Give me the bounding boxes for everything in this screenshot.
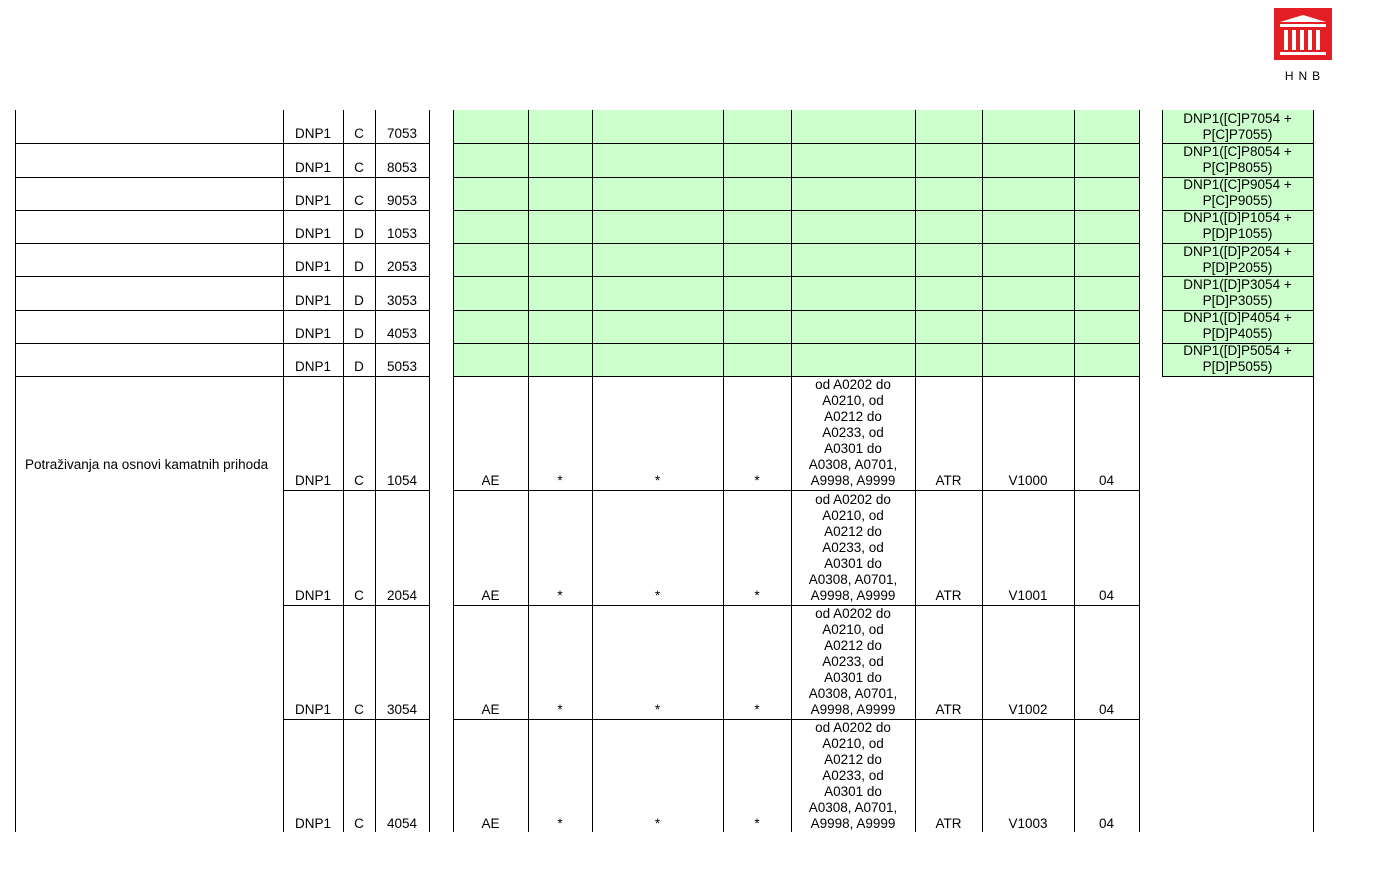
row-atr xyxy=(915,605,982,719)
range-line: A0301 do xyxy=(824,441,882,457)
row-type xyxy=(343,376,375,490)
row-v-text: V1002 xyxy=(1008,701,1048,717)
row-type xyxy=(343,605,375,719)
row-type-text: C xyxy=(354,126,364,142)
table-right-border xyxy=(1313,110,1314,832)
row-prefix xyxy=(283,243,343,276)
row-separator xyxy=(1162,310,1313,311)
row-star-text: * xyxy=(557,701,563,717)
row-prefix-text: DNP1 xyxy=(294,587,331,603)
row-atr-text: ATR xyxy=(935,701,962,717)
row-atr-text: ATR xyxy=(935,473,962,489)
row-separator xyxy=(15,210,429,211)
row-v xyxy=(982,605,1074,719)
row-star xyxy=(723,490,791,604)
row-separator xyxy=(453,343,1139,344)
row-star xyxy=(723,376,791,490)
row-separator xyxy=(453,276,1139,277)
row-code xyxy=(375,605,429,719)
row-type xyxy=(343,110,375,143)
row-code-text: 3053 xyxy=(386,292,418,308)
column-divider xyxy=(1074,110,1075,832)
row-star xyxy=(528,376,592,490)
row-type-text: D xyxy=(354,259,364,275)
row-code xyxy=(375,376,429,490)
range-line: A0212 do xyxy=(824,409,882,425)
row-prefix-text: DNP1 xyxy=(294,292,331,308)
range-line: A0233, od xyxy=(822,768,884,783)
row-ae-text: AE xyxy=(481,587,500,603)
range-line: A0308, A0701, xyxy=(808,800,898,815)
row-code-text: 5053 xyxy=(386,359,418,374)
row-separator xyxy=(453,143,1139,144)
row-type-text: D xyxy=(354,226,364,241)
row-ae-text: AE xyxy=(481,473,500,489)
row-star-text: * xyxy=(654,816,661,831)
row-code-text: 9053 xyxy=(386,192,418,208)
range-line: A0210, od xyxy=(822,736,884,751)
row-star-text: * xyxy=(654,587,661,603)
row-type-text: C xyxy=(354,473,364,489)
range-line: A0212 do xyxy=(824,752,882,767)
row-ae xyxy=(453,490,528,604)
range-line: A9998, A9999 xyxy=(810,701,896,717)
row-atr xyxy=(915,719,982,833)
row-code xyxy=(375,310,429,343)
table-left-border xyxy=(15,110,16,832)
row-separator xyxy=(1162,343,1313,344)
range-line: A0233, od xyxy=(822,653,884,669)
column-divider xyxy=(429,110,430,832)
column-divider xyxy=(375,110,376,832)
column-divider xyxy=(592,110,593,832)
range-line: A0308, A0701, xyxy=(808,457,898,473)
range-line: od A0202 do xyxy=(815,605,891,621)
row-formula: DNP1([D]P4054 + P[D]P4055) xyxy=(1183,310,1292,342)
column-divider xyxy=(1139,110,1140,832)
row-v xyxy=(982,376,1074,490)
row-prefix xyxy=(283,719,343,833)
range-line: A0301 do xyxy=(824,784,882,799)
row-prefix-text: DNP1 xyxy=(294,325,331,341)
row-prefix xyxy=(283,177,343,210)
range-line: A0301 do xyxy=(824,669,882,685)
column-divider xyxy=(982,110,983,832)
range-line: A0212 do xyxy=(824,523,882,539)
row-code-text: 7053 xyxy=(386,126,418,142)
row-prefix xyxy=(283,310,343,343)
row-type xyxy=(343,243,375,276)
row-code-text: 1053 xyxy=(386,226,418,241)
row-type xyxy=(343,343,375,376)
row-prefix-text: DNP1 xyxy=(294,473,331,489)
row-separator xyxy=(15,343,429,344)
row-separator xyxy=(453,310,1139,311)
row-atr-text: ATR xyxy=(935,816,962,831)
row-star xyxy=(592,376,723,490)
row-type-text: C xyxy=(354,192,364,208)
row-n-text: 04 xyxy=(1098,587,1115,603)
formula-left-border xyxy=(1162,110,1163,376)
row-type xyxy=(343,310,375,343)
row-type xyxy=(343,719,375,833)
row-star xyxy=(723,605,791,719)
formula-bottom-border xyxy=(1162,376,1313,377)
row-code-text: 3054 xyxy=(386,701,418,717)
row-n-text: 04 xyxy=(1098,701,1115,717)
row-separator xyxy=(1162,243,1313,244)
row-separator xyxy=(453,177,1139,178)
row-formula: DNP1([D]P1054 + P[D]P1055) xyxy=(1183,210,1292,242)
row-type-text: C xyxy=(354,587,364,603)
row-code-text: 4054 xyxy=(386,816,418,831)
row-v-text: V1003 xyxy=(1008,816,1048,831)
row-separator xyxy=(15,310,429,311)
row-prefix-text: DNP1 xyxy=(294,701,331,717)
row-code-text: 2054 xyxy=(386,587,418,603)
row-code-text: 4053 xyxy=(386,325,418,341)
column-divider xyxy=(915,110,916,832)
row-v xyxy=(982,490,1074,604)
row-star-text: * xyxy=(754,587,760,603)
row-separator xyxy=(1162,276,1313,277)
row-separator xyxy=(1162,143,1313,144)
row-prefix-text: DNP1 xyxy=(294,816,331,831)
range-line: od A0202 do xyxy=(815,377,891,393)
row-code xyxy=(375,490,429,604)
section-description: Potraživanja na osnovi kamatnih prihoda xyxy=(25,457,269,472)
row-prefix-text: DNP1 xyxy=(294,159,331,175)
row-separator xyxy=(15,243,429,244)
hnb-logo-mark xyxy=(1274,8,1332,66)
range-line: A9998, A9999 xyxy=(810,587,896,603)
row-code-text: 1054 xyxy=(386,473,418,489)
row-n xyxy=(1074,605,1139,719)
row-v-text: V1000 xyxy=(1008,473,1048,489)
row-type-text: C xyxy=(354,701,364,717)
range-line: A0210, od xyxy=(822,393,884,409)
row-code xyxy=(375,276,429,309)
row-type xyxy=(343,177,375,210)
row-range xyxy=(791,719,915,833)
row-type-text: D xyxy=(354,292,364,308)
row-separator xyxy=(1162,177,1313,178)
row-atr-text: ATR xyxy=(935,587,962,603)
row-star xyxy=(723,719,791,833)
row-formula: DNP1([D]P3054 + P[D]P3055) xyxy=(1183,276,1292,308)
row-separator xyxy=(1162,210,1313,211)
row-separator xyxy=(15,177,429,178)
row-prefix xyxy=(283,276,343,309)
range-line: A0308, A0701, xyxy=(808,685,898,701)
row-prefix xyxy=(283,605,343,719)
row-prefix xyxy=(283,210,343,243)
row-code xyxy=(375,143,429,176)
row-code xyxy=(375,343,429,376)
row-prefix xyxy=(283,110,343,143)
column-divider xyxy=(791,110,792,832)
column-divider xyxy=(343,110,344,832)
row-star xyxy=(592,605,723,719)
row-star-text: * xyxy=(754,816,760,831)
logo-text: HNB xyxy=(1284,69,1326,83)
row-ae-text: AE xyxy=(481,816,500,831)
row-n xyxy=(1074,376,1139,490)
row-atr xyxy=(915,376,982,490)
range-line: A0210, od xyxy=(822,507,884,523)
row-type xyxy=(343,210,375,243)
row-formula: DNP1([C]P8054 + P[C]P8055) xyxy=(1183,143,1292,175)
row-code xyxy=(375,110,429,143)
row-prefix xyxy=(283,376,343,490)
range-line: od A0202 do xyxy=(815,720,891,735)
row-type-text: D xyxy=(354,359,364,374)
row-formula: DNP1([C]P7054 + P[C]P7055) xyxy=(1183,110,1292,142)
range-line: A0210, od xyxy=(822,621,884,637)
row-type xyxy=(343,276,375,309)
row-separator xyxy=(453,210,1139,211)
row-star xyxy=(528,605,592,719)
row-type xyxy=(343,143,375,176)
column-divider xyxy=(723,110,724,832)
row-type-text: C xyxy=(354,816,364,831)
column-divider xyxy=(453,110,454,832)
range-line: A0212 do xyxy=(824,637,882,653)
row-star-text: * xyxy=(654,473,661,489)
row-star xyxy=(528,490,592,604)
row-ae-text: AE xyxy=(481,701,500,717)
row-atr xyxy=(915,490,982,604)
row-star-text: * xyxy=(557,587,563,603)
row-n xyxy=(1074,719,1139,833)
row-v xyxy=(982,719,1074,833)
row-v-text: V1001 xyxy=(1008,587,1048,603)
row-prefix xyxy=(283,343,343,376)
range-line: A0233, od xyxy=(822,425,884,441)
row-separator xyxy=(15,276,429,277)
row-ae xyxy=(453,605,528,719)
row-star-text: * xyxy=(754,473,760,489)
row-code xyxy=(375,210,429,243)
range-line: od A0202 do xyxy=(815,491,891,507)
row-star xyxy=(592,490,723,604)
row-prefix-text: DNP1 xyxy=(294,192,331,208)
row-code xyxy=(375,177,429,210)
row-prefix xyxy=(283,490,343,604)
row-n-text: 04 xyxy=(1098,473,1115,489)
row-formula: DNP1([D]P2054 + P[D]P2055) xyxy=(1183,243,1292,275)
row-code-text: 8053 xyxy=(386,159,418,175)
row-star-text: * xyxy=(557,816,563,831)
row-code xyxy=(375,719,429,833)
row-prefix xyxy=(283,143,343,176)
column-divider xyxy=(528,110,529,832)
row-prefix-text: DNP1 xyxy=(294,126,331,142)
range-line: A0301 do xyxy=(824,555,882,571)
row-prefix-text: DNP1 xyxy=(294,259,331,275)
row-type-text: D xyxy=(354,325,364,341)
row-ae xyxy=(453,719,528,833)
row-type xyxy=(343,490,375,604)
row-prefix-text: DNP1 xyxy=(294,359,331,374)
row-star xyxy=(528,719,592,833)
row-code xyxy=(375,243,429,276)
range-line: A0308, A0701, xyxy=(808,571,898,587)
row-n-text: 04 xyxy=(1098,816,1115,831)
column-divider xyxy=(283,110,284,832)
row-formula: DNP1([C]P9054 + P[C]P9055) xyxy=(1183,177,1292,209)
row-separator xyxy=(453,243,1139,244)
row-type-text: C xyxy=(354,159,364,175)
row-prefix-text: DNP1 xyxy=(294,226,331,241)
range-line: A0233, od xyxy=(822,539,884,555)
row-code-text: 2053 xyxy=(386,259,418,275)
row-star-text: * xyxy=(654,701,661,717)
row-n xyxy=(1074,490,1139,604)
range-line: A9998, A9999 xyxy=(810,473,896,489)
row-star xyxy=(592,719,723,833)
range-line: A9998, A9999 xyxy=(810,816,896,831)
row-range xyxy=(791,376,915,490)
row-range xyxy=(791,605,915,719)
row-separator xyxy=(15,143,429,144)
row-star-text: * xyxy=(754,701,760,717)
row-formula: DNP1([D]P5054 + P[D]P5055) xyxy=(1183,343,1292,375)
row-ae xyxy=(453,376,528,490)
row-star-text: * xyxy=(557,473,563,489)
row-range xyxy=(791,490,915,604)
